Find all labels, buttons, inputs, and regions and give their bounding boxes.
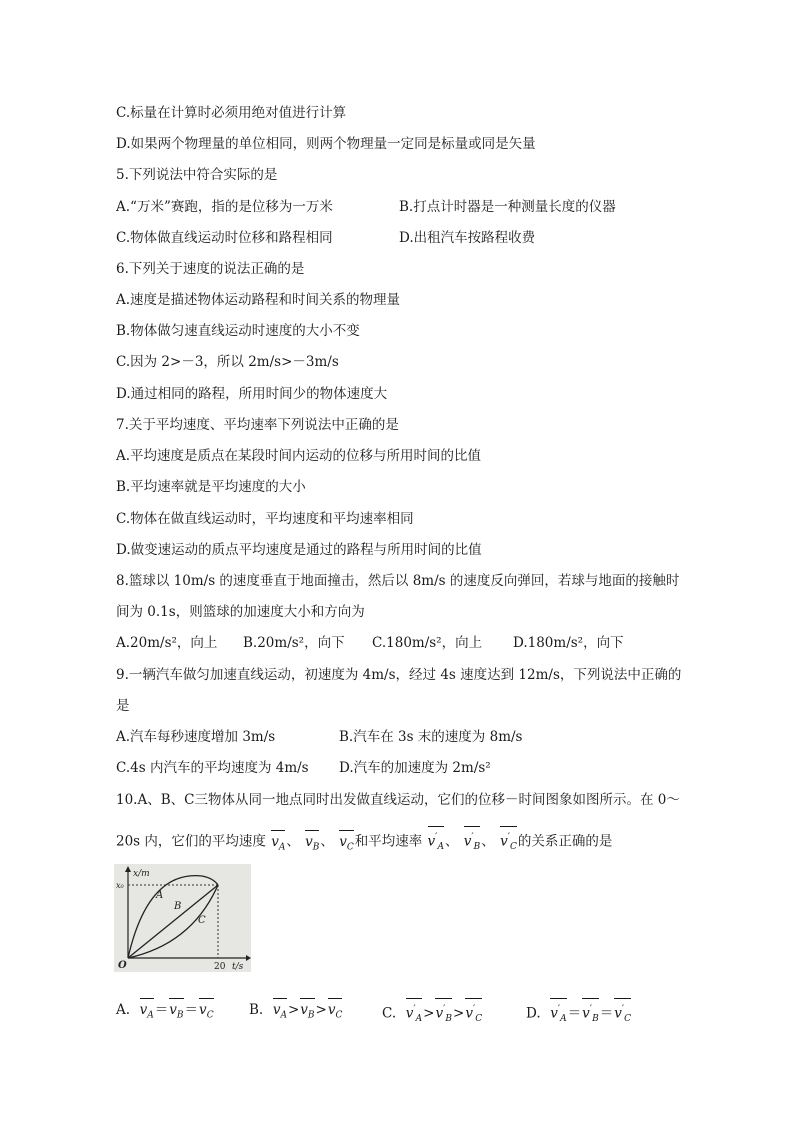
option-10d: D. $v'_A=v'_B=v'_C$: [526, 998, 632, 1028]
text-line: D.如果两个物理量的单位相同，则两个物理量一定同是标量或同是矢量: [116, 136, 536, 152]
option-10b: B. $v_A>v_B>v_C$: [249, 998, 343, 1025]
question-10: 10.A、B、C三物体从同一地点同时出发做直线运动，它们的位移－时间图象如图所示。在 0～: [116, 792, 680, 808]
avg-speed-a: $v'_A$: [428, 826, 444, 856]
option-7a: A.平均速度是质点在某段时间内运动的位移与所用时间的比值: [116, 448, 482, 464]
option-6c: C.因为 2>－3，所以 2m/s>－3m/s: [116, 354, 339, 370]
option-8a: A.20m/s²，向上: [116, 635, 218, 651]
curve-b-label: B: [174, 901, 182, 912]
x0-label: x₀: [116, 881, 124, 890]
y-axis-label: x/m: [133, 869, 150, 879]
question-7: 7.关于平均速度、平均速率下列说法中正确的是: [116, 417, 399, 433]
text-line: C.标量在计算时必须用绝对值进行计算: [116, 105, 347, 121]
option-6b: B.物体做匀速直线运动时速度的大小不变: [116, 323, 360, 339]
option-5a: A.“万米”赛跑，指的是位移为一万米: [116, 199, 333, 215]
question-10-cont: 20s 内，它们的平均速度 $v_A$、 $v_B$、 $v_C$和平均速率 $v'_A$、 $v'_B$、 $v'_C$的关系正确的是: [116, 826, 612, 856]
avg-velocity-c: $v_C$: [339, 830, 354, 857]
option-5d: D.出租汽车按路程收费: [399, 230, 536, 246]
avg-speed-b: $v'_B$: [464, 826, 481, 856]
option-9a: A.汽车每秒速度增加 3m/s: [116, 729, 276, 745]
option-7b: B.平均速率就是平均速度的大小: [116, 479, 306, 495]
option-6d: D.通过相同的路程，所用时间少的物体速度大: [116, 386, 388, 402]
question-5: 5.下列说法中符合实际的是: [116, 167, 278, 183]
option-7d: D.做变速运动的质点平均速度是通过的路程与所用时间的比值: [116, 542, 482, 558]
option-9b: B.汽车在 3s 末的速度为 8m/s: [339, 729, 523, 745]
curve-c-label: C: [198, 915, 206, 926]
question-9: 9.一辆汽车做匀加速直线运动，初速度为 4m/s，经过 4s 速度达到 12m/s，下列说法中正确的: [116, 667, 682, 683]
option-5b: B.打点计时器是一种测量长度的仪器: [399, 199, 616, 215]
option-8d: D.180m/s²，向下: [513, 635, 624, 651]
curve-a-label: A: [156, 890, 164, 901]
x-tick-20: 20: [214, 962, 226, 972]
avg-velocity-b: $v_B$: [305, 830, 319, 857]
option-5c: C.物体做直线运动时位移和路程相同: [116, 230, 333, 246]
x-axis-label: t/s: [232, 962, 244, 972]
question-8-cont: 间为 0.1s，则篮球的加速度大小和方向为: [116, 604, 365, 620]
question-8: 8.篮球以 10m/s 的速度垂直于地面撞击，然后以 8m/s 的速度反向弹回，若球与地面的接触时: [116, 573, 680, 589]
origin-label: O: [118, 960, 127, 971]
option-9c: C.4s 内汽车的平均速度为 4m/s: [116, 760, 309, 776]
question-9-cont: 是: [116, 698, 130, 714]
position-time-graph: [114, 864, 251, 972]
option-9d: D.汽车的加速度为 2m/s²: [339, 760, 491, 776]
option-6a: A.速度是描述物体运动路程和时间关系的物理量: [116, 292, 401, 308]
graph-svg: [114, 864, 251, 972]
option-10a: A. $v_A=v_B=v_C$: [116, 998, 215, 1025]
option-8b: B.20m/s²，向下: [243, 635, 345, 651]
option-10c: C. $v'_A>v'_B>v'_C$: [382, 998, 483, 1028]
option-7c: C.物体在做直线运动时，平均速度和平均速率相同: [116, 511, 414, 527]
avg-speed-c: $v'_C$: [500, 826, 517, 856]
question-6: 6.下列关于速度的说法正确的是: [116, 261, 305, 277]
avg-velocity-a: $v_A$: [271, 830, 285, 857]
option-8c: C.180m/s²，向上: [372, 635, 483, 651]
